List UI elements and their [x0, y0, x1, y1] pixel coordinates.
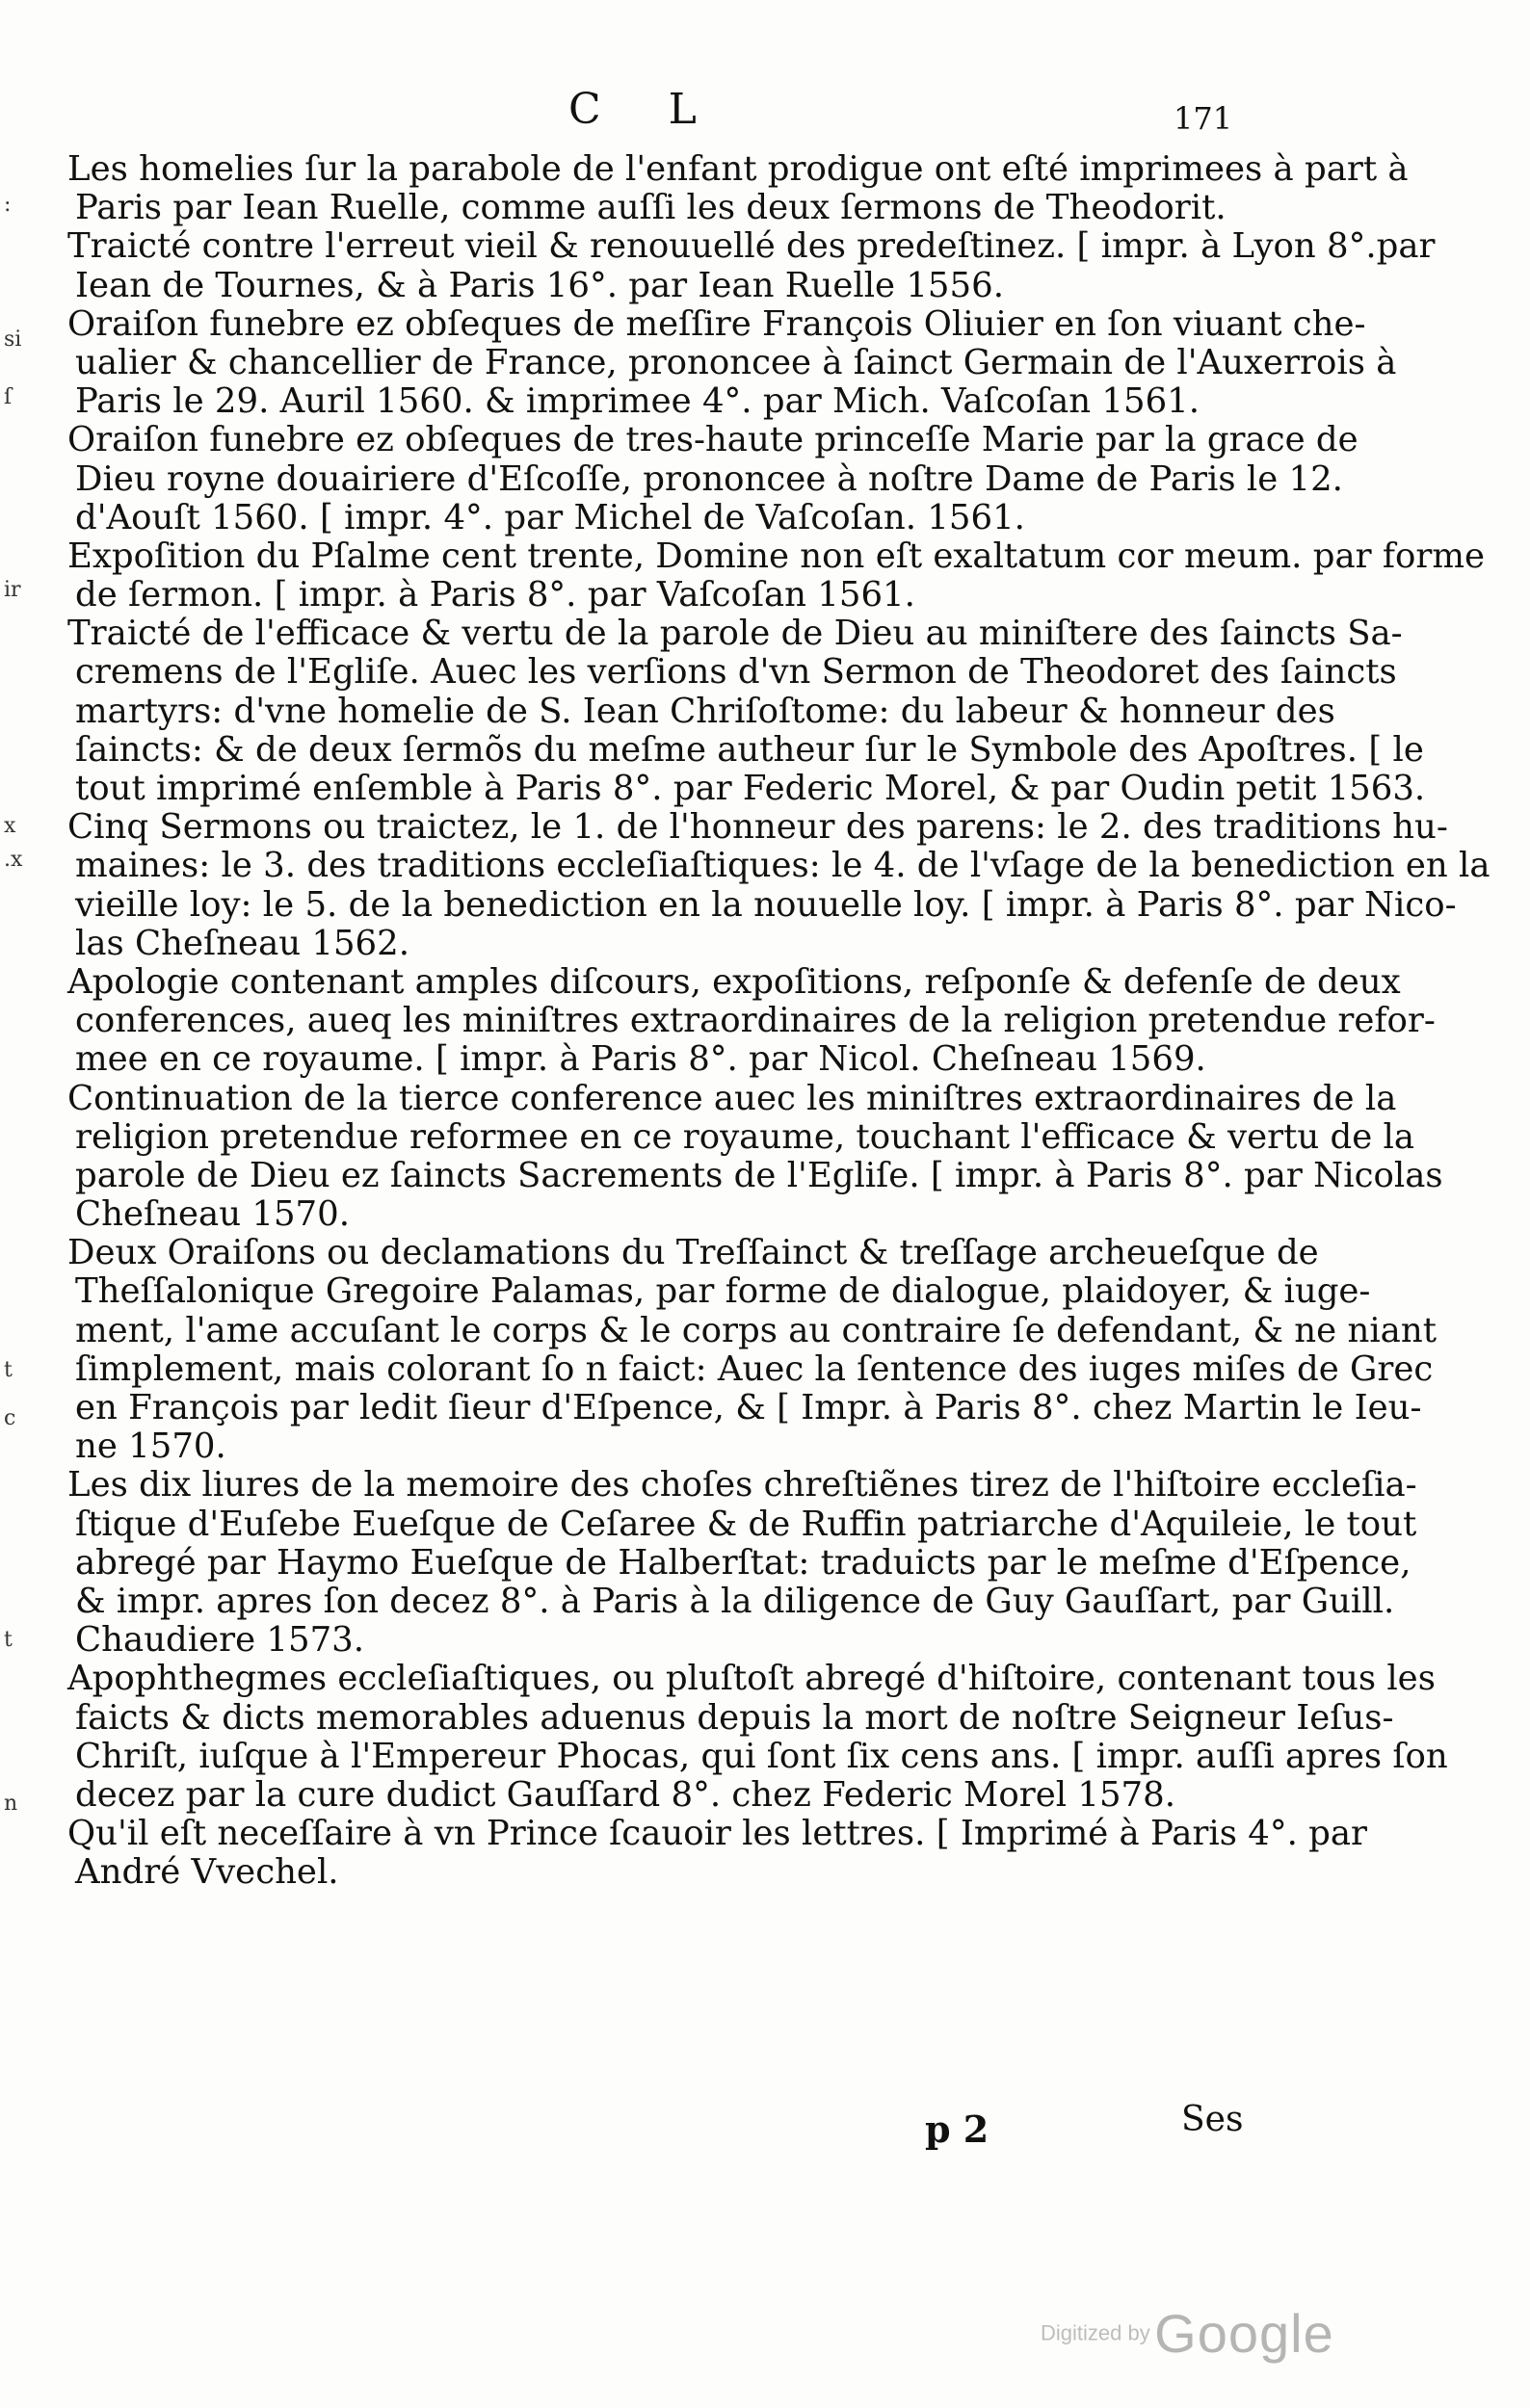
margin-bleed-marks: : si ſ ir x .x t c t n: [4, 193, 23, 1816]
text-line: abregé par Haymo Eueſque de Halberſtat: traduicts par le meſme d'Eſpence,: [75, 1542, 1411, 1583]
text-line: ſtique d'Euſebe Eueſque de Ceſaree & de Ruffin patriarche d'Aquileie, le tout: [75, 1504, 1417, 1544]
text-line: Iean de Tournes, & à Paris 16°. par Iean Ruelle 1556.: [75, 265, 1004, 305]
text-line: Qu'il eſt neceſſaire à vn Prince ſcauoir les lettres. [ Imprimé à Paris 4°. par: [67, 1814, 1368, 1854]
text-line: parole de Dieu ez ſaincts Sacrements de l'Egliſe. [ impr. à Paris 8°. par Nicolas: [75, 1155, 1443, 1195]
text-line: & impr. apres ſon decez 8°. à Paris à la diligence de Guy Gauſſart, par Guill.: [75, 1581, 1395, 1621]
text-line: ſaincts: & de deux ſermõs du meſme autheur ſur le Symbole des Apoſtres. [ le: [75, 729, 1424, 770]
text-line: religion pretendue reformee en ce royaume, touchant l'efficace & vertu de la: [75, 1116, 1415, 1157]
digitized-watermark: [1041, 2302, 1334, 2365]
text-line: d'Aouſt 1560. [ impr. 4°. par Michel de Vaſcoſan. 1561.: [75, 497, 1025, 537]
text-line: Deux Oraiſons ou declamations du Treſſainct & treſſage archeueſque de: [67, 1233, 1319, 1273]
text-line: Traicté de l'efficace & vertu de la parole de Dieu au miniſtere des ſaincts Sa-: [67, 614, 1403, 654]
text-line: Paris par Iean Ruelle, comme auſſi les deux ſermons de Theodorit.: [75, 188, 1227, 228]
text-line: Apologie contenant amples diſcours, expoſitions, reſponſe & defenſe de deux: [67, 961, 1401, 1002]
text-line: tout imprimé enſemble à Paris 8°. par Federic Morel, & par Oudin petit 1563.: [75, 769, 1426, 808]
text-line: ment, l'ame accuſant le corps & le corps au contraire ſe defendant, & ne niant: [75, 1310, 1437, 1350]
text-line: Continuation de la tierce conference auec les miniſtres extraordinaires de la: [67, 1078, 1397, 1118]
text-line: martyrs: d'vne homelie de S. Iean Chriſoſtome: du labeur & honneur des: [75, 691, 1335, 731]
text-line: de ſermon. [ impr. à Paris 8°. par Vaſcoſan 1561.: [75, 575, 915, 615]
text-line: Apophthegmes eccleſiaſtiques, ou pluſtoſt abregé d'hiſtoire, contenant tous les: [67, 1659, 1436, 1699]
text-line: conferences, aueq les miniſtres extraordinaires de la religion pretendue refor-: [75, 1001, 1436, 1041]
text-line: cremens de l'Egliſe. Auec les verſions d'vn Sermon de Theodoret des ſaincts: [75, 652, 1397, 693]
text-line: Les dix liures de la memoire des choſes chreſtiẽnes tirez de l'hiſtoire eccleſia-: [67, 1465, 1417, 1505]
text-line: maines: le 3. des traditions eccleſiaſtiques: le 4. de l'vſage de la benediction en la: [75, 846, 1490, 886]
text-line: Theſſalonique Gregoire Palamas, par forme de dialogue, plaidoyer, & iuge-: [75, 1271, 1371, 1312]
text-line: Paris le 29. Auril 1560. & imprimee 4°. par Mich. Vaſcoſan 1561.: [75, 381, 1200, 422]
text-line: vieille loy: le 5. de la benediction en la nouuelle loy. [ impr. à Paris 8°. par Nico-: [75, 884, 1457, 925]
text-line: Oraiſon funebre ez obſeques de meſſire François Oliuier en ſon viuant che-: [67, 303, 1366, 344]
text-line: Oraiſon funebre ez obſeques de tres-haute princeſſe Marie par la grace de: [67, 420, 1359, 460]
text-line: Traicté contre l'erreut vieil & renouuellé des predeſtinez. [ impr. à Lyon 8°.par: [67, 226, 1436, 267]
page-number: 171: [1174, 100, 1233, 137]
text-line: Cinq Sermons ou traictez, le 1. de l'honneur des parens: le 2. des traditions hu-: [67, 807, 1448, 848]
text-line: las Cheſneau 1562.: [75, 923, 410, 963]
text-line: Cheſneau 1570.: [75, 1194, 350, 1235]
google-logo: Google: [1154, 2303, 1334, 2364]
text-line: Les homelies ſur la parabole de l'enfant prodigue ont eſté imprimees à part à: [67, 149, 1409, 189]
text-line: en François par ledit ſieur d'Eſpence, & [ Impr. à Paris 8°. chez Martin le Ieu-: [75, 1388, 1422, 1427]
text-line: ſimplement, mais colorant ſo n faict: Auec la ſentence des iuges miſes de Grec: [75, 1348, 1434, 1389]
body-text: [67, 149, 1490, 1893]
text-line: Chriſt, iuſque à l'Empereur Phocas, qui ſont ſix cens ans. [ impr. auſſi apres ſon: [75, 1736, 1448, 1776]
text-line: mee en ce royaume. [ impr. à Paris 8°. par Nicol. Cheſneau 1569.: [75, 1039, 1206, 1080]
text-line: Dieu royne douairiere d'Eſcoſſe, prononcee à noſtre Dame de Paris le 12.: [75, 458, 1343, 499]
text-line: decez par la cure dudict Gauſſard 8°. chez Federic Morel 1578.: [75, 1774, 1176, 1815]
text-line: ne 1570.: [75, 1426, 226, 1467]
catchword: Ses: [1181, 2100, 1244, 2139]
watermark-prefix: Digitized by: [1041, 2320, 1150, 2345]
text-line: André Vvechel.: [75, 1852, 339, 1893]
text-line: Expoſition du Pſalme cent trente, Domine non eſt exaltatum cor meum. par forme: [67, 536, 1486, 576]
running-title: C L: [568, 85, 724, 134]
signature-mark: p 2: [925, 2107, 989, 2151]
text-line: faicts & dicts memorables aduenus depuis la mort de noſtre Seigneur Ieſus-: [75, 1697, 1394, 1738]
text-line: Chaudiere 1573.: [75, 1620, 365, 1661]
text-line: ualier & chancellier de France, prononcee à ſainct Germain de l'Auxerrois à: [75, 342, 1397, 382]
